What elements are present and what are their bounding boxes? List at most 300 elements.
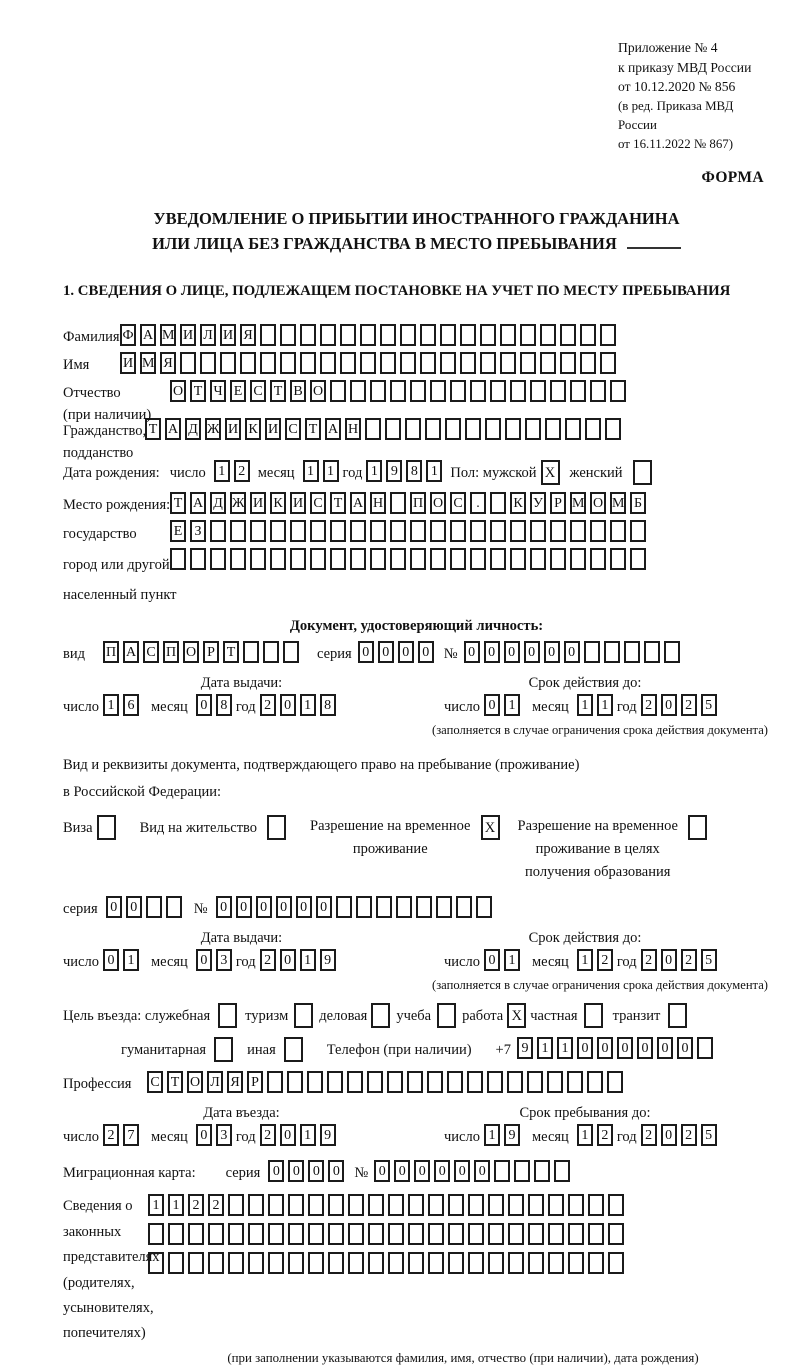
char-cell[interactable]	[420, 352, 436, 374]
char-cell[interactable]	[340, 324, 356, 346]
char-cell[interactable]	[580, 352, 596, 374]
char-cell[interactable]	[385, 418, 401, 440]
char-cell[interactable]	[267, 1071, 283, 1093]
char-cell[interactable]	[664, 641, 680, 663]
char-cell[interactable]	[548, 1194, 564, 1216]
char-cell[interactable]	[410, 380, 426, 402]
char-cell[interactable]: Д	[210, 492, 226, 514]
purpose-inaya-checkbox[interactable]	[284, 1037, 303, 1062]
char-cell[interactable]	[390, 492, 406, 514]
char-cell[interactable]: Е	[230, 380, 246, 402]
char-cell[interactable]	[365, 418, 381, 440]
char-cell[interactable]	[328, 1223, 344, 1245]
char-cell[interactable]	[188, 1223, 204, 1245]
char-cell[interactable]: 1	[303, 460, 319, 482]
char-cell[interactable]	[308, 1194, 324, 1216]
char-cell[interactable]: 1	[148, 1194, 164, 1216]
char-cell[interactable]: 0	[280, 1124, 296, 1146]
char-cell[interactable]	[328, 1194, 344, 1216]
char-cell[interactable]	[320, 352, 336, 374]
char-cell[interactable]	[547, 1071, 563, 1093]
char-cell[interactable]: 0	[484, 641, 500, 663]
char-cell[interactable]: 0	[524, 641, 540, 663]
char-cell[interactable]	[400, 324, 416, 346]
char-cell[interactable]: Л	[200, 324, 216, 346]
char-cell[interactable]	[488, 1223, 504, 1245]
char-cell[interactable]	[308, 1223, 324, 1245]
char-cell[interactable]	[248, 1252, 264, 1274]
purpose-turizm-checkbox[interactable]	[294, 1003, 313, 1028]
char-cell[interactable]	[208, 1223, 224, 1245]
char-cell[interactable]	[330, 380, 346, 402]
char-cell[interactable]: К	[510, 492, 526, 514]
char-cell[interactable]	[308, 1252, 324, 1274]
char-cell[interactable]	[520, 352, 536, 374]
char-cell[interactable]: 0	[474, 1160, 490, 1182]
char-cell[interactable]: О	[590, 492, 606, 514]
char-cell[interactable]	[288, 1223, 304, 1245]
char-cell[interactable]	[263, 641, 279, 663]
char-cell[interactable]: И	[225, 418, 241, 440]
char-cell[interactable]	[460, 324, 476, 346]
char-cell[interactable]	[248, 1194, 264, 1216]
char-cell[interactable]: П	[163, 641, 179, 663]
char-cell[interactable]: Т	[167, 1071, 183, 1093]
char-cell[interactable]	[554, 1160, 570, 1182]
char-cell[interactable]	[287, 1071, 303, 1093]
char-cell[interactable]	[520, 324, 536, 346]
char-cell[interactable]: 0	[617, 1037, 633, 1059]
char-cell[interactable]	[348, 1223, 364, 1245]
char-cell[interactable]	[200, 352, 216, 374]
char-cell[interactable]: 0	[564, 641, 580, 663]
char-cell[interactable]	[570, 520, 586, 542]
char-cell[interactable]	[590, 520, 606, 542]
char-cell[interactable]: О	[183, 641, 199, 663]
char-cell[interactable]	[450, 380, 466, 402]
char-cell[interactable]: П	[103, 641, 119, 663]
char-cell[interactable]: И	[290, 492, 306, 514]
char-cell[interactable]: 0	[103, 949, 119, 971]
char-cell[interactable]: 0	[661, 949, 677, 971]
char-cell[interactable]: 0	[394, 1160, 410, 1182]
char-cell[interactable]: 2	[260, 1124, 276, 1146]
char-cell[interactable]: В	[290, 380, 306, 402]
char-cell[interactable]: 2	[260, 694, 276, 716]
char-cell[interactable]: Т	[145, 418, 161, 440]
char-cell[interactable]	[370, 380, 386, 402]
char-cell[interactable]: Т	[305, 418, 321, 440]
char-cell[interactable]	[300, 324, 316, 346]
char-cell[interactable]	[396, 896, 412, 918]
char-cell[interactable]	[448, 1223, 464, 1245]
char-cell[interactable]	[350, 548, 366, 570]
char-cell[interactable]	[330, 520, 346, 542]
char-cell[interactable]	[170, 548, 186, 570]
char-cell[interactable]: 2	[641, 694, 657, 716]
char-cell[interactable]	[400, 352, 416, 374]
char-cell[interactable]: Р	[203, 641, 219, 663]
char-cell[interactable]: О	[430, 492, 446, 514]
char-cell[interactable]	[470, 380, 486, 402]
char-cell[interactable]	[447, 1071, 463, 1093]
char-cell[interactable]	[525, 418, 541, 440]
char-cell[interactable]: С	[147, 1071, 163, 1093]
char-cell[interactable]	[610, 548, 626, 570]
char-cell[interactable]	[416, 896, 432, 918]
char-cell[interactable]	[228, 1252, 244, 1274]
char-cell[interactable]: Ж	[205, 418, 221, 440]
char-cell[interactable]: 0	[276, 896, 292, 918]
char-cell[interactable]: 0	[544, 641, 560, 663]
char-cell[interactable]	[356, 896, 372, 918]
char-cell[interactable]	[320, 324, 336, 346]
char-cell[interactable]: 1	[597, 694, 613, 716]
char-cell[interactable]: С	[310, 492, 326, 514]
char-cell[interactable]	[608, 1194, 624, 1216]
char-cell[interactable]: 0	[308, 1160, 324, 1182]
char-cell[interactable]	[590, 548, 606, 570]
char-cell[interactable]: Т	[190, 380, 206, 402]
char-cell[interactable]: И	[265, 418, 281, 440]
char-cell[interactable]	[528, 1223, 544, 1245]
char-cell[interactable]: 1	[577, 949, 593, 971]
char-cell[interactable]: 2	[641, 1124, 657, 1146]
char-cell[interactable]	[467, 1071, 483, 1093]
char-cell[interactable]: П	[410, 492, 426, 514]
char-cell[interactable]	[230, 520, 246, 542]
char-cell[interactable]	[270, 548, 286, 570]
char-cell[interactable]: Ф	[120, 324, 136, 346]
char-cell[interactable]: 1	[537, 1037, 553, 1059]
char-cell[interactable]	[360, 324, 376, 346]
char-cell[interactable]	[350, 520, 366, 542]
char-cell[interactable]	[148, 1252, 164, 1274]
char-cell[interactable]	[243, 641, 259, 663]
char-cell[interactable]	[190, 548, 206, 570]
char-cell[interactable]: Я	[240, 324, 256, 346]
char-cell[interactable]	[608, 1252, 624, 1274]
char-cell[interactable]: 0	[374, 1160, 390, 1182]
char-cell[interactable]	[490, 548, 506, 570]
char-cell[interactable]	[450, 548, 466, 570]
char-cell[interactable]	[530, 520, 546, 542]
visa-checkbox[interactable]	[97, 815, 116, 840]
char-cell[interactable]	[410, 548, 426, 570]
char-cell[interactable]: 0	[378, 641, 394, 663]
char-cell[interactable]: А	[123, 641, 139, 663]
char-cell[interactable]: 0	[434, 1160, 450, 1182]
char-cell[interactable]: 1	[300, 1124, 316, 1146]
char-cell[interactable]	[445, 418, 461, 440]
char-cell[interactable]	[328, 1252, 344, 1274]
char-cell[interactable]: Р	[550, 492, 566, 514]
char-cell[interactable]	[590, 380, 606, 402]
char-cell[interactable]	[310, 548, 326, 570]
char-cell[interactable]	[448, 1252, 464, 1274]
char-cell[interactable]: 0	[296, 896, 312, 918]
sex-female-checkbox[interactable]	[633, 460, 652, 485]
char-cell[interactable]: 0	[196, 1124, 212, 1146]
sex-male-checkbox[interactable]: X	[541, 460, 560, 485]
char-cell[interactable]: 2	[597, 1124, 613, 1146]
char-cell[interactable]	[530, 548, 546, 570]
purpose-delovaya-checkbox[interactable]	[371, 1003, 390, 1028]
char-cell[interactable]: М	[160, 324, 176, 346]
char-cell[interactable]	[410, 520, 426, 542]
char-cell[interactable]: К	[270, 492, 286, 514]
char-cell[interactable]: Т	[223, 641, 239, 663]
char-cell[interactable]	[268, 1252, 284, 1274]
purpose-chastnaya-checkbox[interactable]	[584, 1003, 603, 1028]
char-cell[interactable]	[430, 380, 446, 402]
char-cell[interactable]: А	[325, 418, 341, 440]
char-cell[interactable]	[488, 1252, 504, 1274]
char-cell[interactable]: 0	[464, 641, 480, 663]
char-cell[interactable]	[584, 641, 600, 663]
char-cell[interactable]	[514, 1160, 530, 1182]
char-cell[interactable]	[550, 380, 566, 402]
char-cell[interactable]	[210, 520, 226, 542]
char-cell[interactable]: 1	[300, 694, 316, 716]
char-cell[interactable]: И	[250, 492, 266, 514]
char-cell[interactable]	[380, 352, 396, 374]
char-cell[interactable]	[460, 352, 476, 374]
char-cell[interactable]: 0	[414, 1160, 430, 1182]
char-cell[interactable]	[540, 352, 556, 374]
char-cell[interactable]: А	[350, 492, 366, 514]
char-cell[interactable]: И	[220, 324, 236, 346]
char-cell[interactable]	[330, 548, 346, 570]
char-cell[interactable]	[430, 548, 446, 570]
char-cell[interactable]	[585, 418, 601, 440]
char-cell[interactable]: 0	[288, 1160, 304, 1182]
char-cell[interactable]: 0	[398, 641, 414, 663]
char-cell[interactable]	[290, 548, 306, 570]
char-cell[interactable]	[604, 641, 620, 663]
char-cell[interactable]: 0	[280, 694, 296, 716]
char-cell[interactable]: 3	[216, 1124, 232, 1146]
char-cell[interactable]	[268, 1223, 284, 1245]
char-cell[interactable]: 2	[681, 949, 697, 971]
char-cell[interactable]: 1	[426, 460, 442, 482]
char-cell[interactable]: 0	[126, 896, 142, 918]
char-cell[interactable]	[508, 1252, 524, 1274]
char-cell[interactable]	[230, 548, 246, 570]
char-cell[interactable]	[600, 324, 616, 346]
char-cell[interactable]	[608, 1223, 624, 1245]
char-cell[interactable]: И	[180, 324, 196, 346]
char-cell[interactable]	[428, 1252, 444, 1274]
char-cell[interactable]: Т	[330, 492, 346, 514]
char-cell[interactable]	[283, 641, 299, 663]
char-cell[interactable]	[568, 1194, 584, 1216]
char-cell[interactable]: 0	[597, 1037, 613, 1059]
char-cell[interactable]: О	[170, 380, 186, 402]
char-cell[interactable]	[440, 352, 456, 374]
char-cell[interactable]: А	[190, 492, 206, 514]
char-cell[interactable]: Я	[227, 1071, 243, 1093]
char-cell[interactable]: 9	[320, 949, 336, 971]
char-cell[interactable]: З	[190, 520, 206, 542]
char-cell[interactable]: 8	[406, 460, 422, 482]
char-cell[interactable]: 8	[216, 694, 232, 716]
char-cell[interactable]: И	[120, 352, 136, 374]
char-cell[interactable]: 9	[504, 1124, 520, 1146]
char-cell[interactable]: 0	[577, 1037, 593, 1059]
char-cell[interactable]: 0	[328, 1160, 344, 1182]
char-cell[interactable]: С	[250, 380, 266, 402]
char-cell[interactable]	[624, 641, 640, 663]
char-cell[interactable]: 0	[236, 896, 252, 918]
char-cell[interactable]	[440, 324, 456, 346]
char-cell[interactable]	[468, 1223, 484, 1245]
char-cell[interactable]: 6	[123, 694, 139, 716]
char-cell[interactable]	[550, 520, 566, 542]
char-cell[interactable]: 0	[504, 641, 520, 663]
char-cell[interactable]: С	[143, 641, 159, 663]
char-cell[interactable]	[568, 1223, 584, 1245]
char-cell[interactable]: 9	[320, 1124, 336, 1146]
char-cell[interactable]	[220, 352, 236, 374]
char-cell[interactable]: Н	[370, 492, 386, 514]
char-cell[interactable]: 0	[358, 641, 374, 663]
char-cell[interactable]: 2	[681, 694, 697, 716]
char-cell[interactable]	[550, 548, 566, 570]
char-cell[interactable]: 1	[214, 460, 230, 482]
char-cell[interactable]	[290, 520, 306, 542]
char-cell[interactable]	[560, 324, 576, 346]
char-cell[interactable]	[407, 1071, 423, 1093]
char-cell[interactable]	[470, 520, 486, 542]
char-cell[interactable]: 2	[641, 949, 657, 971]
char-cell[interactable]	[240, 352, 256, 374]
char-cell[interactable]	[367, 1071, 383, 1093]
char-cell[interactable]: 7	[123, 1124, 139, 1146]
char-cell[interactable]	[545, 418, 561, 440]
char-cell[interactable]: 1	[504, 949, 520, 971]
char-cell[interactable]	[465, 418, 481, 440]
char-cell[interactable]: 1	[484, 1124, 500, 1146]
char-cell[interactable]: .	[470, 492, 486, 514]
char-cell[interactable]	[248, 1223, 264, 1245]
char-cell[interactable]	[390, 520, 406, 542]
char-cell[interactable]	[168, 1223, 184, 1245]
char-cell[interactable]	[494, 1160, 510, 1182]
char-cell[interactable]	[390, 548, 406, 570]
char-cell[interactable]: 0	[106, 896, 122, 918]
char-cell[interactable]	[548, 1223, 564, 1245]
char-cell[interactable]	[428, 1223, 444, 1245]
char-cell[interactable]	[488, 1194, 504, 1216]
char-cell[interactable]: 0	[484, 694, 500, 716]
char-cell[interactable]	[280, 352, 296, 374]
char-cell[interactable]	[468, 1194, 484, 1216]
char-cell[interactable]	[470, 548, 486, 570]
char-cell[interactable]: С	[450, 492, 466, 514]
char-cell[interactable]	[368, 1223, 384, 1245]
char-cell[interactable]	[336, 896, 352, 918]
char-cell[interactable]	[376, 896, 392, 918]
char-cell[interactable]	[570, 380, 586, 402]
char-cell[interactable]	[490, 492, 506, 514]
char-cell[interactable]: 9	[517, 1037, 533, 1059]
char-cell[interactable]	[587, 1071, 603, 1093]
char-cell[interactable]	[250, 520, 266, 542]
char-cell[interactable]	[288, 1252, 304, 1274]
char-cell[interactable]: 2	[681, 1124, 697, 1146]
char-cell[interactable]	[250, 548, 266, 570]
char-cell[interactable]: 1	[577, 1124, 593, 1146]
char-cell[interactable]	[528, 1252, 544, 1274]
char-cell[interactable]	[490, 520, 506, 542]
char-cell[interactable]: 0	[196, 694, 212, 716]
char-cell[interactable]: 0	[637, 1037, 653, 1059]
char-cell[interactable]	[388, 1194, 404, 1216]
char-cell[interactable]	[610, 380, 626, 402]
char-cell[interactable]: 5	[701, 949, 717, 971]
char-cell[interactable]: 0	[196, 949, 212, 971]
char-cell[interactable]: Т	[270, 380, 286, 402]
char-cell[interactable]: Т	[170, 492, 186, 514]
char-cell[interactable]: 2	[260, 949, 276, 971]
char-cell[interactable]	[347, 1071, 363, 1093]
char-cell[interactable]	[260, 324, 276, 346]
char-cell[interactable]: 0	[216, 896, 232, 918]
char-cell[interactable]	[210, 548, 226, 570]
char-cell[interactable]: 9	[386, 460, 402, 482]
char-cell[interactable]	[420, 324, 436, 346]
char-cell[interactable]	[480, 324, 496, 346]
char-cell[interactable]	[370, 548, 386, 570]
char-cell[interactable]	[600, 352, 616, 374]
char-cell[interactable]	[368, 1252, 384, 1274]
char-cell[interactable]	[427, 1071, 443, 1093]
char-cell[interactable]	[567, 1071, 583, 1093]
char-cell[interactable]	[380, 324, 396, 346]
char-cell[interactable]: 1	[557, 1037, 573, 1059]
char-cell[interactable]	[310, 520, 326, 542]
char-cell[interactable]: Я	[160, 352, 176, 374]
char-cell[interactable]	[405, 418, 421, 440]
char-cell[interactable]: Ч	[210, 380, 226, 402]
char-cell[interactable]	[476, 896, 492, 918]
residence-permit-checkbox[interactable]	[267, 815, 286, 840]
char-cell[interactable]	[280, 324, 296, 346]
char-cell[interactable]	[360, 352, 376, 374]
char-cell[interactable]: 2	[234, 460, 250, 482]
char-cell[interactable]: 1	[300, 949, 316, 971]
char-cell[interactable]	[505, 418, 521, 440]
char-cell[interactable]: 0	[418, 641, 434, 663]
edu-permit-checkbox[interactable]	[688, 815, 707, 840]
char-cell[interactable]	[168, 1252, 184, 1274]
char-cell[interactable]: 0	[661, 1124, 677, 1146]
char-cell[interactable]	[188, 1252, 204, 1274]
char-cell[interactable]	[450, 520, 466, 542]
char-cell[interactable]: Б	[630, 492, 646, 514]
char-cell[interactable]	[388, 1223, 404, 1245]
char-cell[interactable]	[340, 352, 356, 374]
char-cell[interactable]	[148, 1223, 164, 1245]
char-cell[interactable]	[534, 1160, 550, 1182]
char-cell[interactable]	[300, 352, 316, 374]
char-cell[interactable]	[428, 1194, 444, 1216]
char-cell[interactable]: 0	[316, 896, 332, 918]
char-cell[interactable]	[697, 1037, 713, 1059]
char-cell[interactable]: Л	[207, 1071, 223, 1093]
purpose-sluzhebnaya-checkbox[interactable]	[218, 1003, 237, 1028]
